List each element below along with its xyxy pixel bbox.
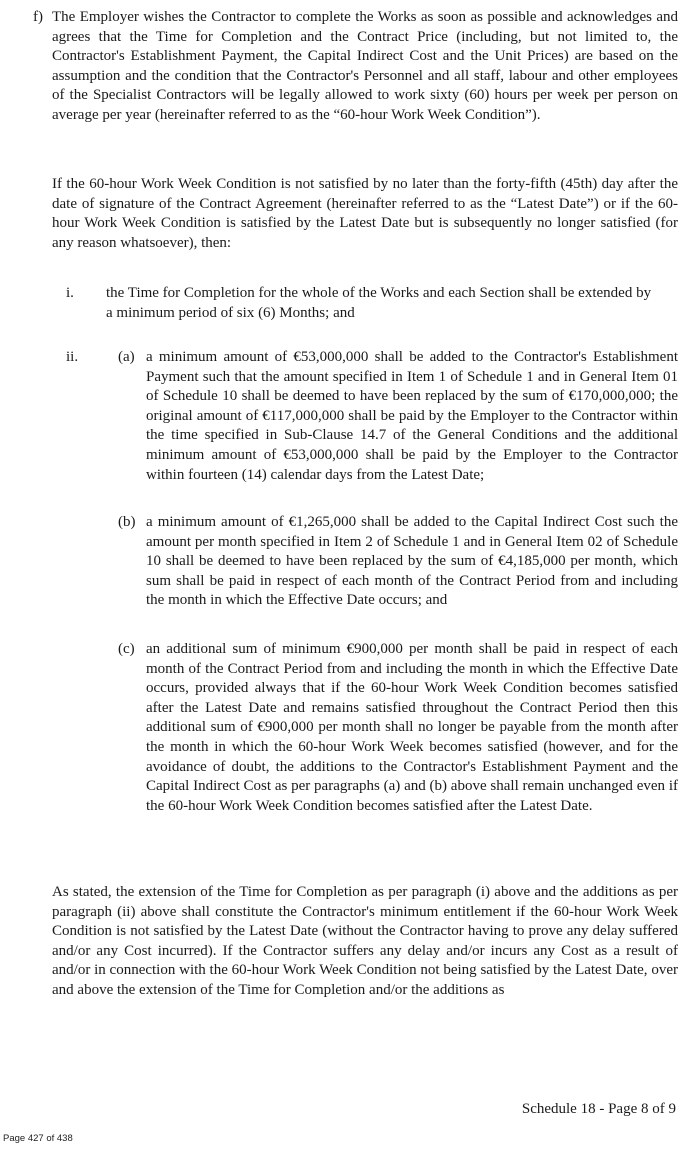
sub-item-c-text: an additional sum of minimum €900,000 per month shall be paid in respect of each month of the Contract Period from and including the month in which the Effective Date occurs, provided always that if the 60-hour Work Week Condition becomes satisfied after the Latest Date and remains satisfied throughout the Contract Period then this additional sum of €900,000 per month shall no longer be payable from the month after the month in which the 60-hour Work Week becomes satisfied (however, and for the avoidance of doubt, the additions to the Contractor's Establishment Payment and the Capital Indirect Cost as per paragraphs (a) and (b) above shall remain unchanged even if the 60-hour Work Week Condition becomes satisfied after the Latest Date.	[146, 641, 678, 814]
page-number: Page 427 of 438	[3, 1133, 73, 1144]
item-i-marker: i.	[66, 285, 74, 301]
sub-item-b-marker: (b)	[118, 514, 136, 530]
item-ii-marker: ii.	[66, 349, 79, 365]
schedule-page-footer: Schedule 18 - Page 8 of 9	[521, 1101, 676, 1117]
item-i-text: the Time for Completion for the whole of the Works and each Section shall be extended by a minimum period of six (6) Months; and	[106, 285, 652, 321]
sub-item-a-marker: (a)	[118, 349, 135, 365]
clause-f-text: The Employer wishes the Contractor to complete the Works as soon as possible and acknowledges and agrees that the Time for Completion and the Contract Price (including, but not limited to, the Contractor's Establishment Payment, the Capital Indirect Cost and the Unit Prices) are based on the assumption and the condition that the Contractor's Personnel and all staff, labour and other employees of the Specialist Contractors will be legally allowed to work sixty (60) hours per week per person on average per year (hereinafter referred to as the “60-hour Work Week Condition”).	[52, 9, 678, 123]
sub-item-c-marker: (c)	[118, 641, 135, 657]
sub-item-a-text: a minimum amount of €53,000,000 shall be added to the Contractor's Establishment Payment such that the amount specified in Item 1 of Schedule 1 and in General Item 01 of Schedule 10 shall be deemed to have been replaced by the sum of €170,000,000; the original amount of €117,000,000 shall be paid by the Employer to the Contractor within the time specified in Sub-Clause 14.7 of the General Conditions and the additional minimum amount of €53,000,000 shall be paid by the Employer to the Contractor within fourteen (14) calendar days from the Latest Date;	[146, 349, 678, 483]
clause-marker: f)	[33, 9, 43, 25]
closing-paragraph: As stated, the extension of the Time for Completion as per paragraph (i) above and the additions as per paragraph (ii) above shall constitute the Contractor's minimum entitlement if the 60-hour Work Week Condition is not satisfied by the Latest Date (without the Contractor having to prove any delay suffered and/or any Cost incurred). If the Contractor suffers any delay and/or incurs any Cost as a result of and/or in connection with the 60-hour Work Week Condition not being satisfied by the Latest Date, over and above the extension of the Time for Completion and/or the additions as	[52, 884, 678, 998]
sub-item-b-text: a minimum amount of €1,265,000 shall be added to the Capital Indirect Cost such the amount per month specified in Item 2 of Schedule 1 and in General Item 02 of Schedule 10 shall be deemed to have been replaced by the sum of €4,185,000 per month, which sum shall be paid in respect of each month of the Contract Period from and including the month in which the Effective Date occurs; and	[146, 514, 678, 609]
condition-paragraph: If the 60-hour Work Week Condition is not satisfied by no later than the forty-fifth (45th) day after the date of signature of the Contract Agreement (hereinafter referred to as the “Latest Date”) or if the 60-hour Work Week Condition is satisfied by the Latest Date but is subsequently no longer satisfied (for any reason whatsoever), then:	[52, 176, 678, 251]
